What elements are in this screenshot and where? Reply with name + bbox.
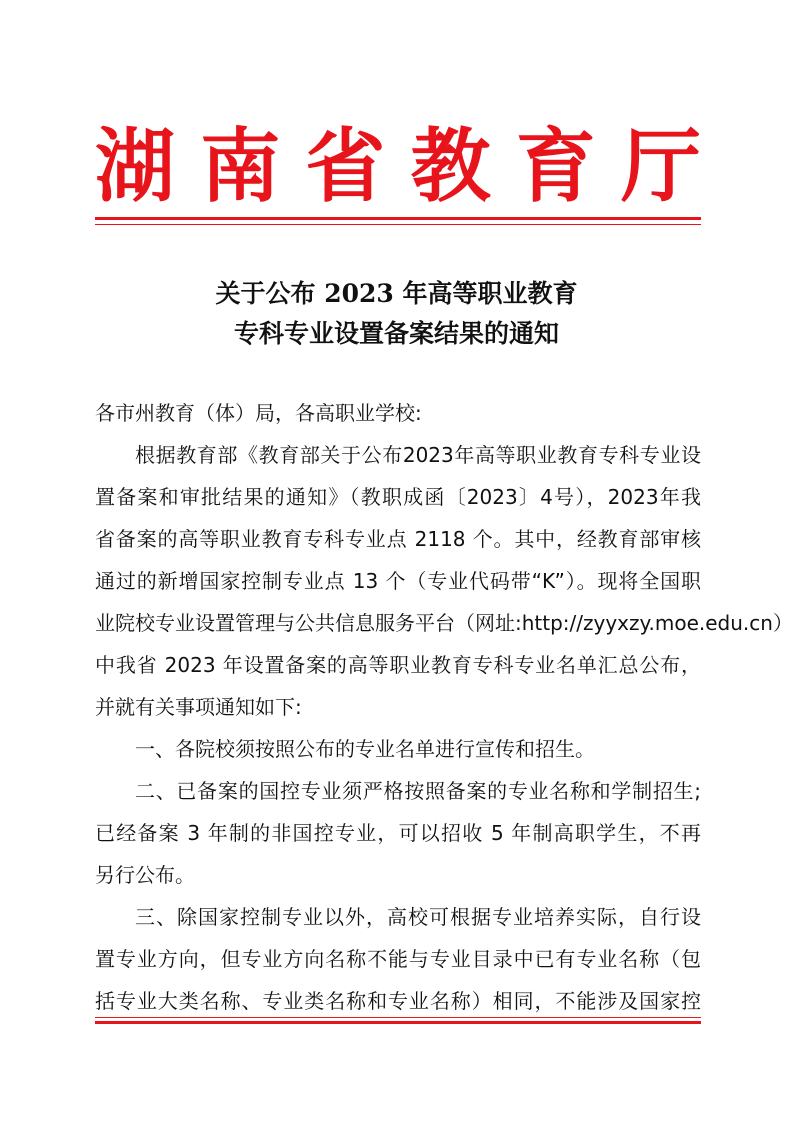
paragraph-line: 另行公布。 (95, 863, 195, 887)
paragraph-line: 省备案的高等职业教育专科专业点 2118 个。其中，经教育部审核 (95, 527, 701, 551)
footer-rule-thin (95, 1017, 701, 1018)
paragraph-line: 已经备案 3 年制的非国控专业，可以招收 5 年制高职学生，不再 (95, 821, 701, 845)
masthead-char: 厅 (620, 119, 701, 213)
masthead-char: 育 (515, 119, 596, 213)
masthead-org-name (95, 118, 701, 214)
masthead-char: 南 (200, 119, 281, 213)
paragraph-line: 中我省 2023 年设置备案的高等职业教育专科专业名单汇总公布， (95, 653, 701, 677)
paragraph-line: 二、已备案的国控专业须严格按照备案的专业名称和学制招生; (135, 779, 701, 803)
masthead-char: 省 (305, 119, 386, 213)
paragraph-line: 并就有关事项通知如下: (95, 695, 302, 719)
paragraph-line: 括专业大类名称、专业类名称和专业名称）相同，不能涉及国家控 (95, 989, 701, 1013)
masthead-char: 湖 (95, 119, 175, 213)
document-title-line-1: 关于公布 2023 年高等职业教育 (215, 279, 578, 308)
document-title-line-2: 专科专业设置备案结果的通知 (233, 319, 559, 348)
paragraph-line: 置备案和审批结果的通知》（教职成函〔2023〕4号），2023年我 (95, 485, 701, 509)
salutation: 各市州教育（体）局，各高职业学校: (95, 401, 422, 425)
paragraph-line: 置专业方向，但专业方向名称不能与专业目录中已有专业名称（包 (95, 947, 701, 971)
footer-rule-thick (95, 1021, 701, 1024)
paragraph-line: 三、除国家控制专业以外，高校可根据专业培养实际，自行设 (135, 905, 701, 929)
paragraph-line: 通过的新增国家控制专业点 13 个（专业代码带“K”）。现将全国职 (95, 569, 701, 593)
header-rule-thin (95, 224, 701, 225)
masthead-char: 教 (410, 119, 491, 213)
header-rule-thick (95, 217, 701, 220)
paragraph-line: 一、各院校须按照公布的专业名单进行宣传和招生。 (135, 737, 595, 761)
paragraph-line: 业院校专业设置管理与公共信息服务平台（网址:http://zyyxzy.moe.edu.cn） (95, 611, 793, 635)
paragraph-line: 根据教育部《教育部关于公布2023年高等职业教育专科专业设 (135, 443, 701, 467)
